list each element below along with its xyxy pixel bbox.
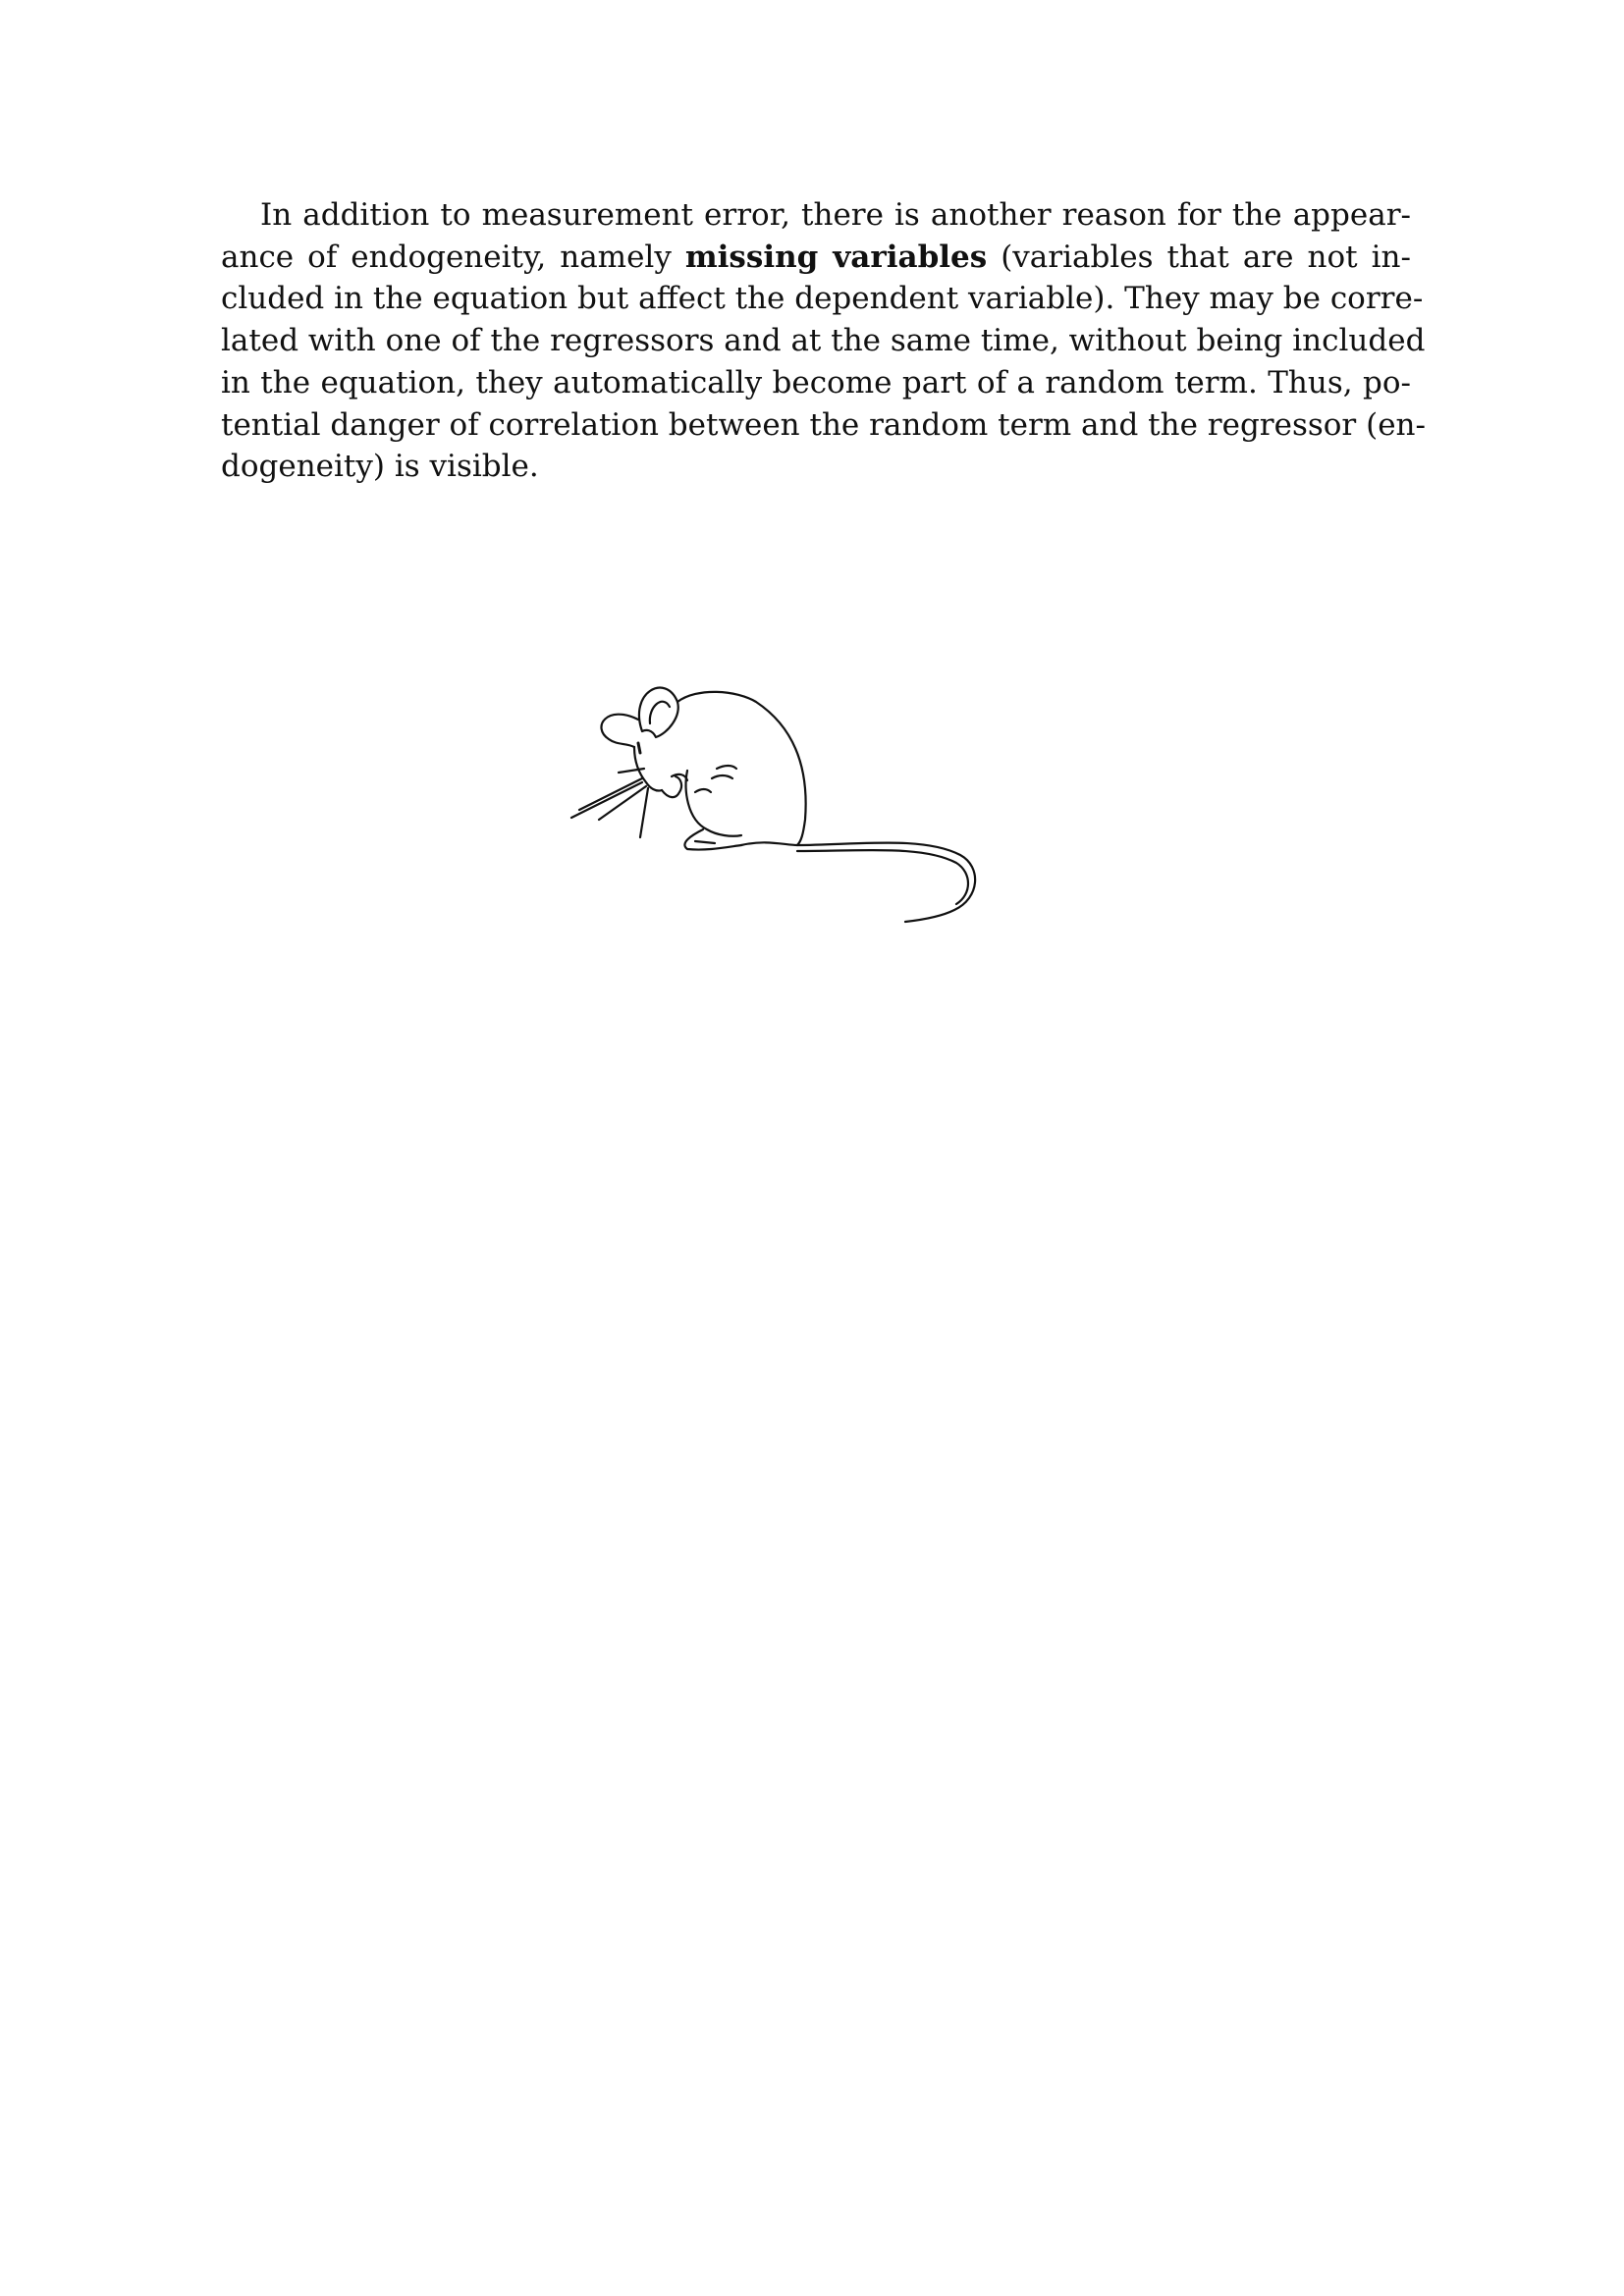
mouse-whisker (579, 778, 642, 810)
paragraph-line: tential danger of correlation between the random term and the regressor (en- (221, 406, 1426, 443)
mouse-front-paw (662, 776, 681, 797)
mouse-haunch (686, 771, 741, 836)
text-run: (variables that are not in- (987, 239, 1411, 275)
mouse-fur-mark (712, 775, 732, 778)
paragraph-line: dogeneity) is visible. (221, 449, 539, 485)
mouse-ear-inner (650, 702, 670, 723)
mouse-whisker (571, 782, 642, 818)
mouse-whisker (640, 788, 648, 837)
paragraph (221, 194, 1426, 488)
mouse-tail-edge (797, 850, 968, 904)
mouse-eye (638, 743, 640, 753)
paragraph-line: in the equation, they automatically become part of a random term. Thus, po- (221, 364, 1411, 400)
paragraph-line: cluded in the equation but affect the dependent variable). They may be corre- (221, 281, 1424, 317)
mouse-fur-mark (717, 766, 736, 769)
mouse-ear (639, 688, 678, 737)
paragraph-line: In addition to measurement error, there is another reason for the appear- (260, 197, 1411, 233)
mouse-hind-foot-toe (695, 841, 715, 843)
mouse-snout (601, 715, 638, 747)
bold-term: missing variables (684, 239, 988, 275)
mouse-icon (569, 663, 1021, 928)
paragraph-line: lated with one of the regressors and at the same time, without being included (221, 323, 1426, 359)
text-run: ance of endogeneity, namely (221, 239, 685, 275)
paragraph-line (221, 237, 1411, 279)
mouse-fur-mark (695, 789, 711, 792)
mouse-tail (741, 842, 975, 922)
